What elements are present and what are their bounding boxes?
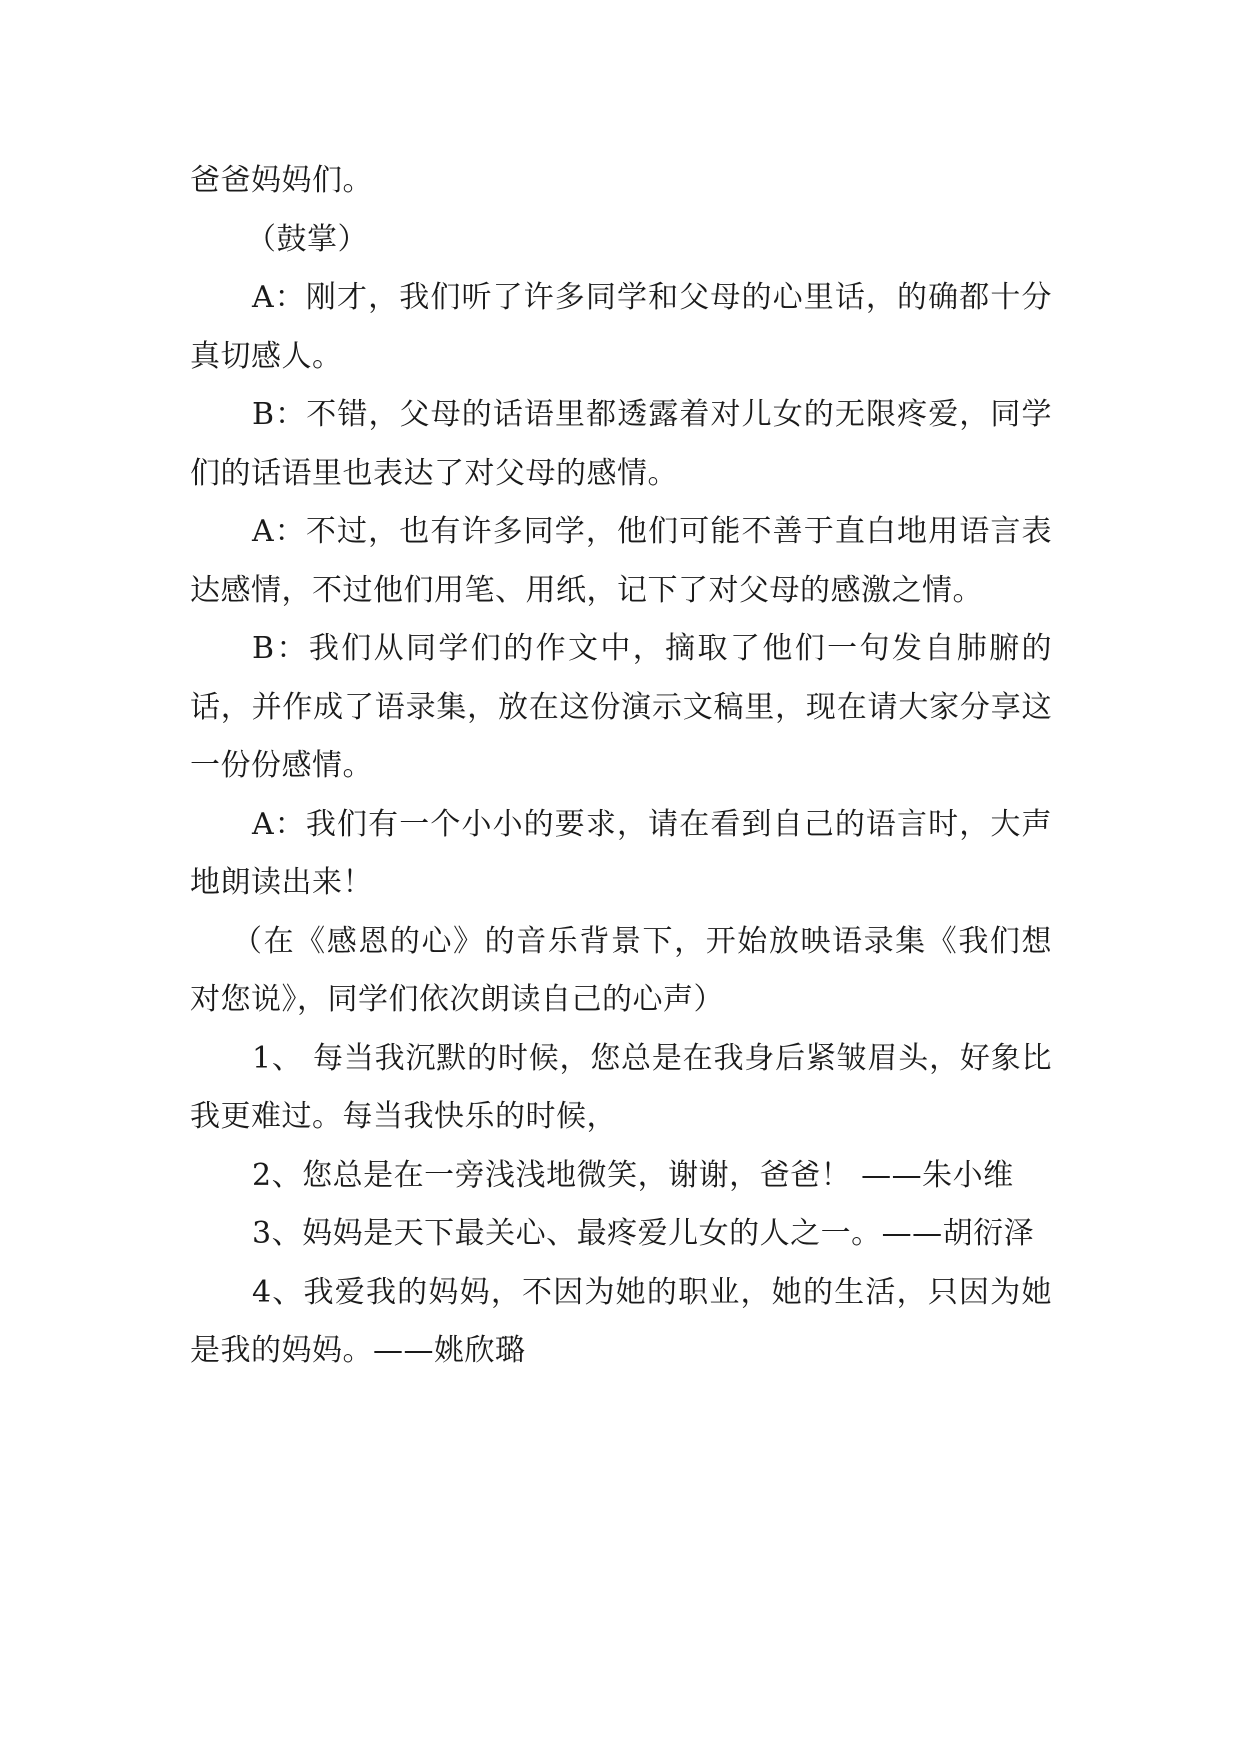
quote-item-4: 4、我爱我的妈妈，不因为她的职业，她的生活，只因为她是我的妈妈。——姚欣璐 bbox=[190, 1274, 1052, 1368]
paragraph-b-2: B：我们从同学们的作文中，摘取了他们一句发自肺腑的话，并作成了语录集，放在这份演示文稿里，现在请大家分享这一份份感情。 bbox=[190, 631, 1052, 783]
quote-item-2: 2、您总是在一旁浅浅地微笑，谢谢，爸爸！ ——朱小维 bbox=[252, 1157, 1014, 1193]
document-page bbox=[190, 152, 1052, 1381]
paragraph-continuation: 爸爸妈妈们。 bbox=[190, 163, 373, 198]
paragraph-a-1: A：刚才，我们听了许多同学和父母的心里话，的确都十分真切感人。 bbox=[190, 280, 1052, 374]
quote-item-1: 1、 每当我沉默的时候，您总是在我身后紧皱眉头，好象比我更难过。每当我快乐的时候， bbox=[190, 1040, 1052, 1134]
paragraph-applause: （鼓掌） bbox=[246, 221, 368, 257]
paragraph-a-2: A：不过，也有许多同学，他们可能不善于直白地用语言表达感情，不过他们用笔、用纸，记下了对父母的感激之情。 bbox=[190, 514, 1052, 608]
paragraph-b-1: B：不错，父母的话语里都透露着对儿女的无限疼爱，同学们的话语里也表达了对父母的感情。 bbox=[190, 397, 1052, 491]
paragraph-a-3: A：我们有一个小小的要求，请在看到自己的语言时，大声地朗读出来！ bbox=[190, 806, 1052, 900]
paragraph-stage-direction: （在《感恩的心》的音乐背景下，开始放映语录集《我们想对您说》，同学们依次朗读自己的心声） bbox=[190, 923, 1052, 1017]
quote-item-3: 3、妈妈是天下最关心、最疼爱儿女的人之一。——胡衍泽 bbox=[252, 1216, 1035, 1251]
